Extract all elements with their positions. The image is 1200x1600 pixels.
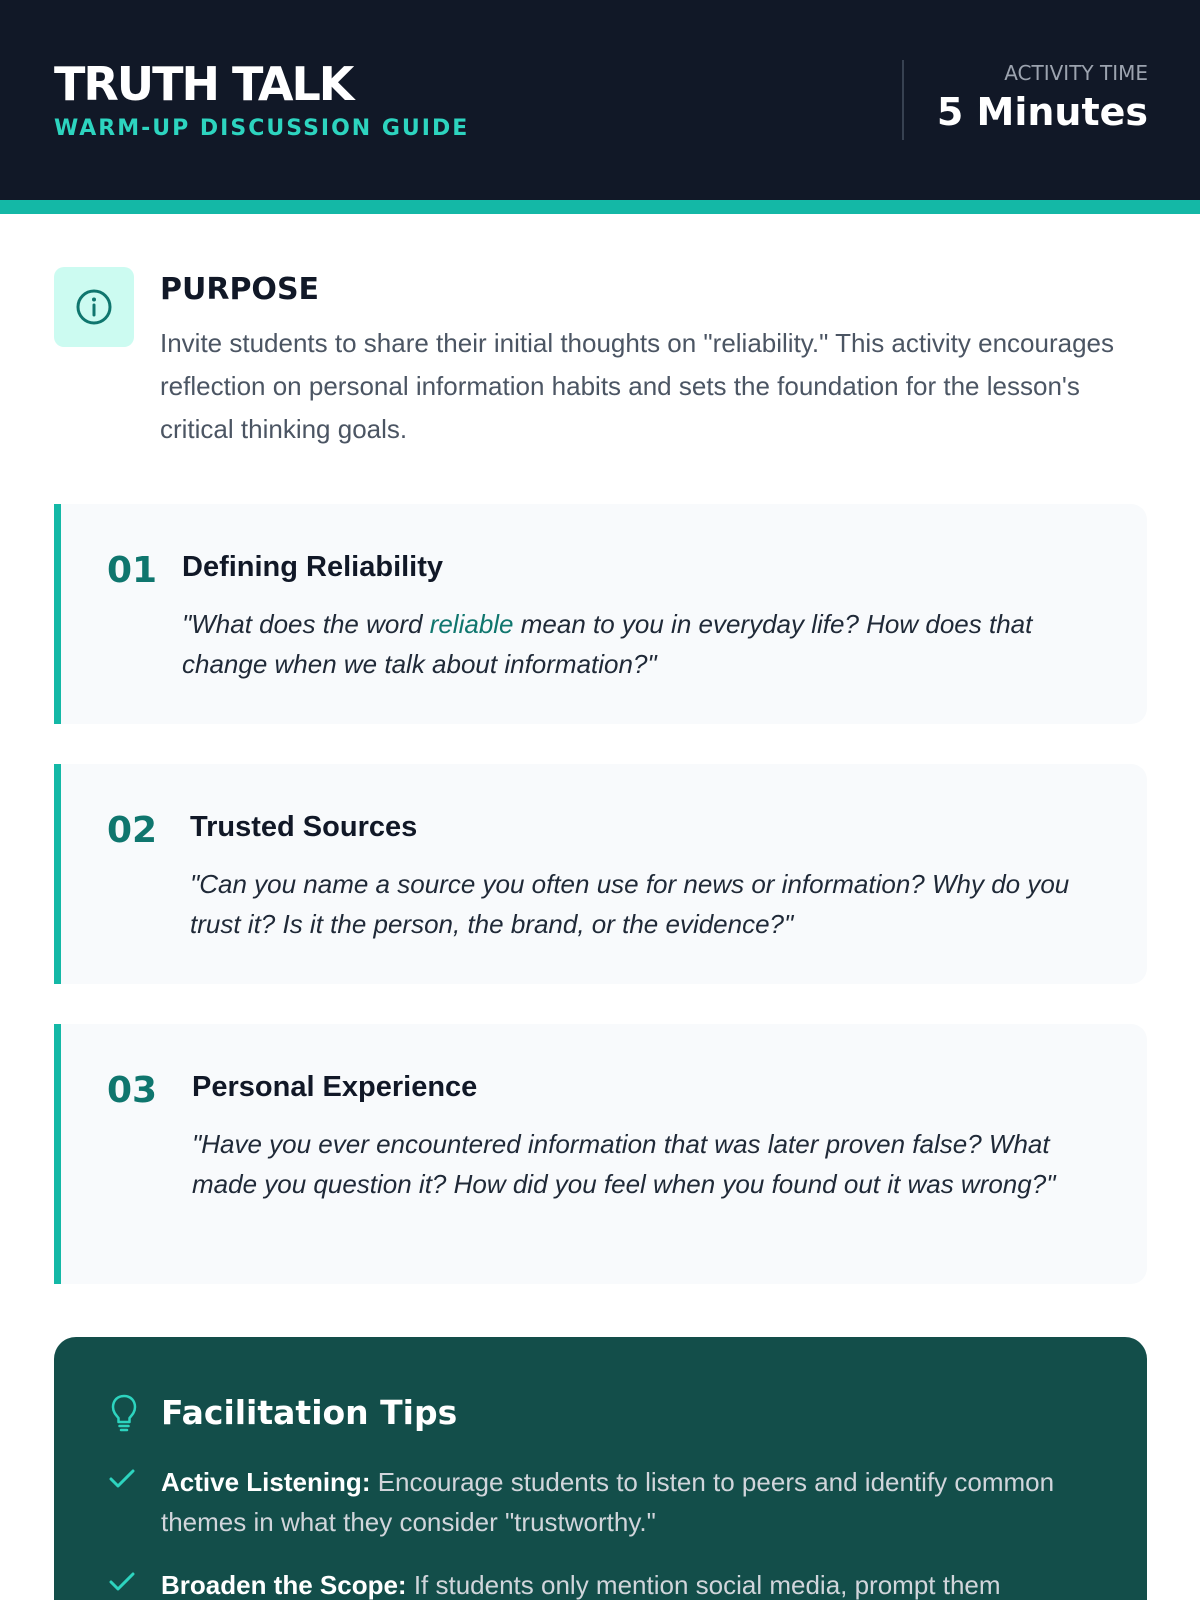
question-title: Personal Experience <box>192 1071 478 1103</box>
lightbulb-icon <box>110 1393 138 1433</box>
question-number: 03 <box>107 1070 158 1111</box>
purpose-title: PURPOSE <box>160 272 320 307</box>
question-text: "Can you name a source you often use for news or information? Why do you trust it? Is it the person, the brand, or the evidence?" <box>190 869 1070 939</box>
page-title: TRUTH TALK <box>54 57 353 111</box>
question-text: "What does the word reliable mean to you in everyday life? How does that change when we talk about information?" <box>182 609 1033 679</box>
question-card-1 <box>54 504 1147 724</box>
check-icon <box>108 1467 136 1491</box>
page-header <box>0 0 1200 200</box>
facilitation-tips-panel <box>54 1337 1147 1600</box>
tip-item: Active Listening: Encourage students to listen to peers and identify common themes in what they consider "trustworthy." <box>161 1467 1055 1537</box>
question-title: Defining Reliability <box>182 551 444 583</box>
question-title: Trusted Sources <box>190 811 418 843</box>
header-accent-stripe <box>0 200 1200 214</box>
header-divider <box>902 60 904 140</box>
activity-time-value: 5 Minutes <box>936 90 1148 134</box>
tip-item: Broaden the Scope: If students only mention social media, prompt them <box>161 1570 1001 1600</box>
activity-time-label: ACTIVITY TIME <box>1004 61 1148 85</box>
info-icon <box>74 287 114 327</box>
check-icon <box>108 1570 136 1594</box>
question-number: 02 <box>107 810 158 851</box>
page-subtitle: WARM-UP DISCUSSION GUIDE <box>54 116 470 141</box>
question-number: 01 <box>107 550 158 591</box>
highlighted-word: reliable <box>429 609 514 639</box>
tips-title: Facilitation Tips <box>161 1393 458 1432</box>
question-card-3 <box>54 1024 1147 1284</box>
purpose-icon-box <box>54 267 134 347</box>
question-card-2 <box>54 764 1147 984</box>
purpose-text: Invite students to share their initial thoughts on "reliability." This activity encourages reflection on personal information habits and sets the foundation for the lesson's critical thinking goals. <box>160 328 1114 444</box>
question-text: "Have you ever encountered information that was later proven false? What made you question it? How did you feel when you found out it was wrong?" <box>192 1129 1056 1199</box>
